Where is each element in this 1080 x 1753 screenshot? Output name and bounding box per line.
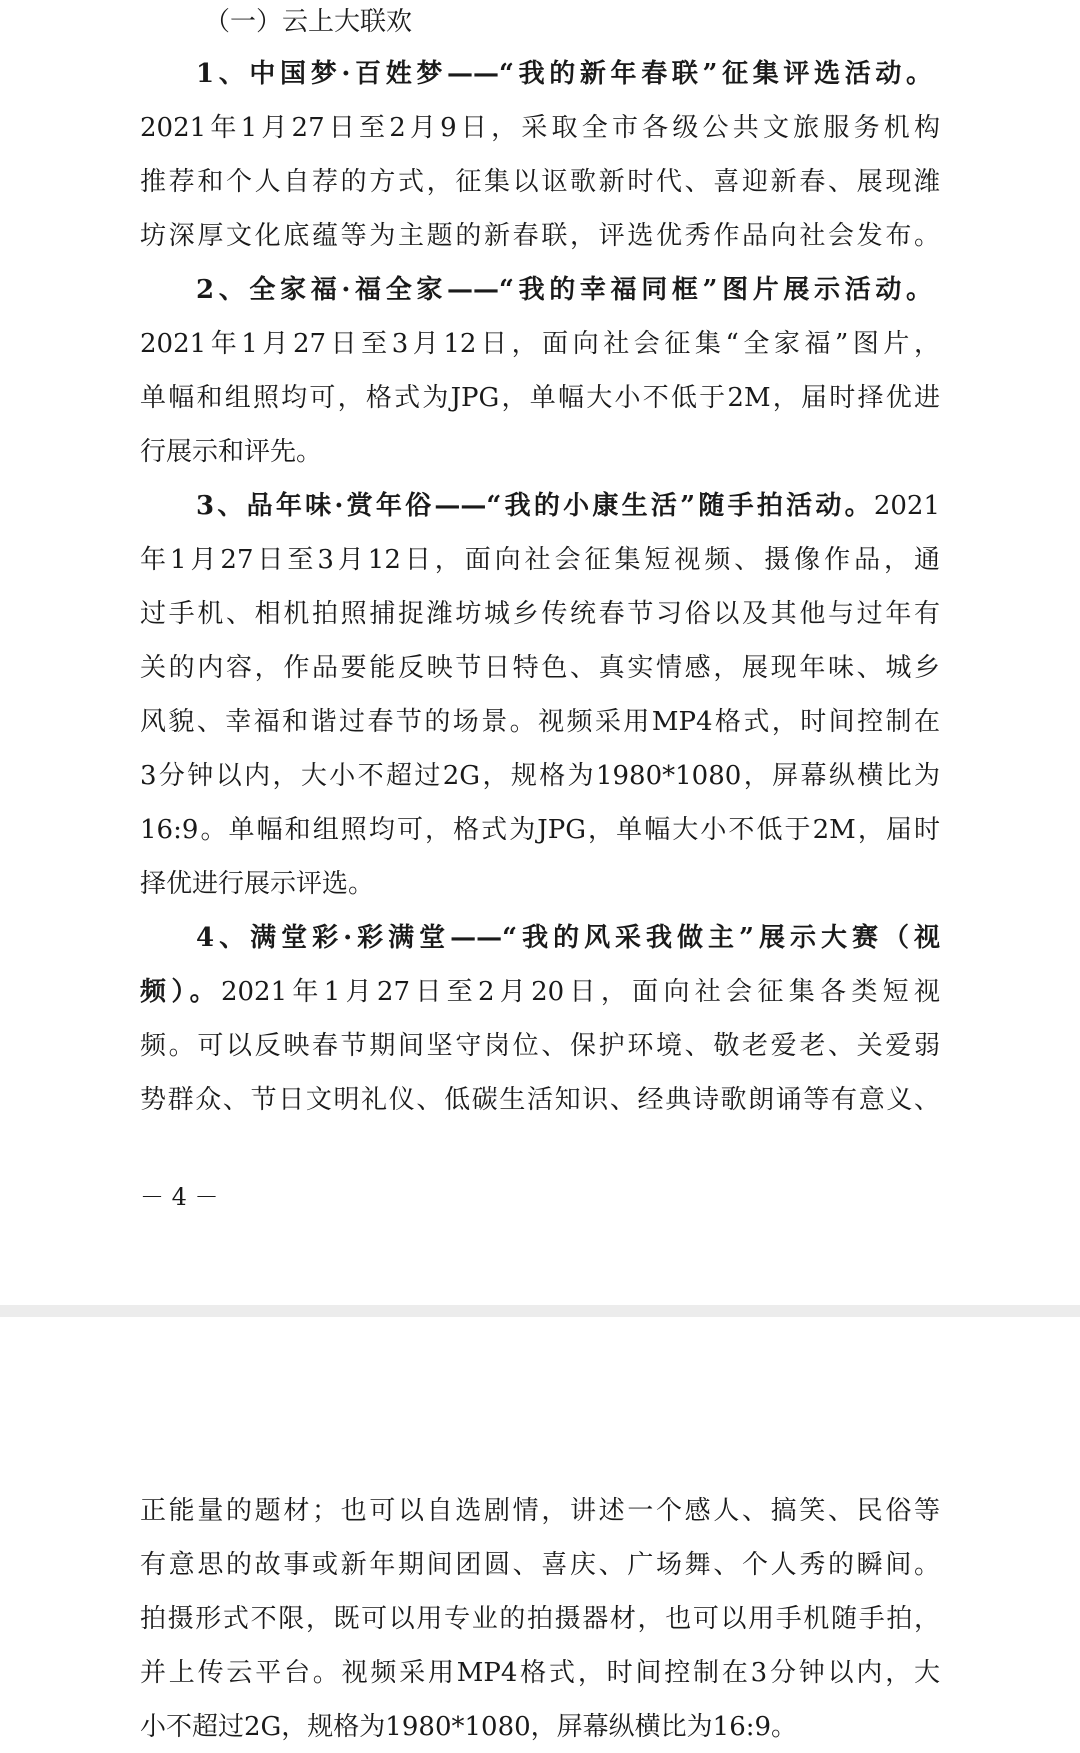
- section-heading: （一）云上大联欢: [204, 7, 413, 37]
- body-line: 年1月27日至3月12日，面向社会征集短视频、摄像作品，通: [140, 545, 940, 575]
- body-line: 择优进行展示评选。: [140, 869, 375, 899]
- page-number: － 4 －: [140, 1183, 219, 1211]
- item-3-title: 3、品年味·赏年俗——“我的小康生活”随手拍活动。: [196, 491, 874, 521]
- body-line: 2021年1月27日至2月9日，采取全市各级公共文旅服务机构: [140, 113, 940, 143]
- item-4-title: 4、满堂彩·彩满堂——“我的风采我做主”展示大赛（视: [196, 923, 940, 953]
- item-2-title: 2、全家福·福全家——“我的幸福同框”图片展示活动。: [196, 275, 932, 305]
- body-line: 正能量的题材；也可以自选剧情，讲述一个感人、搞笑、民俗等: [140, 1496, 940, 1526]
- body-line: 单幅和组照均可，格式为JPG，单幅大小不低于2M，届时择优进: [140, 383, 940, 413]
- body-line: 3分钟以内，大小不超过2G，规格为1980*1080，屏幕纵横比为: [140, 761, 940, 791]
- item-3-year: 2021: [873, 491, 940, 521]
- body-line: 坊深厚文化底蕴等为主题的新春联，评选优秀作品向社会发布。: [140, 221, 940, 251]
- body-line: 过手机、相机拍照捕捉潍坊城乡传统春节习俗以及其他与过年有: [140, 599, 940, 629]
- body-line: 并上传云平台。视频采用MP4格式，时间控制在3分钟以内，大: [140, 1658, 940, 1688]
- body-line: 风貌、幸福和谐过春节的场景。视频采用MP4格式，时间控制在: [140, 707, 940, 737]
- body-line: 2021年1月27日至3月12日，面向社会征集“全家福”图片，: [140, 329, 940, 359]
- body-line: 有意思的故事或新年期间团圆、喜庆、广场舞、个人秀的瞬间。: [140, 1550, 940, 1580]
- body-line: 小不超过2G，规格为1980*1080，屏幕纵横比为16:9。: [140, 1712, 798, 1742]
- page-separator: [0, 1305, 1080, 1317]
- item-1-title: 1、中国梦·百姓梦——“我的新年春联”征集评选活动。: [196, 59, 932, 89]
- body-line: 关的内容，作品要能反映节日特色、真实情感，展现年味、城乡: [140, 653, 940, 683]
- body-line: 16:9。单幅和组照均可，格式为JPG，单幅大小不低于2M，届时: [140, 815, 940, 845]
- body-line: 频。可以反映春节期间坚守岗位、保护环境、敬老爱老、关爱弱: [140, 1031, 940, 1061]
- body-line: 行展示和评先。: [140, 437, 323, 467]
- item-4-line: [140, 976, 940, 1008]
- document-page-2: [0, 1317, 1080, 1753]
- body-line: 推荐和个人自荐的方式，征集以讴歌新时代、喜迎新春、展现潍: [140, 167, 940, 197]
- body-line: 拍摄形式不限，既可以用专业的拍摄器材，也可以用手机随手拍，: [140, 1604, 940, 1634]
- item-3-line: [196, 490, 940, 522]
- body-line: 势群众、节日文明礼仪、低碳生活知识、经典诗歌朗诵等有意义、: [140, 1085, 940, 1115]
- item-4-dates: 2021年1月27日至2月20日，面向社会征集各类短视: [220, 977, 940, 1007]
- item-4-title-end: 频）。: [140, 977, 221, 1007]
